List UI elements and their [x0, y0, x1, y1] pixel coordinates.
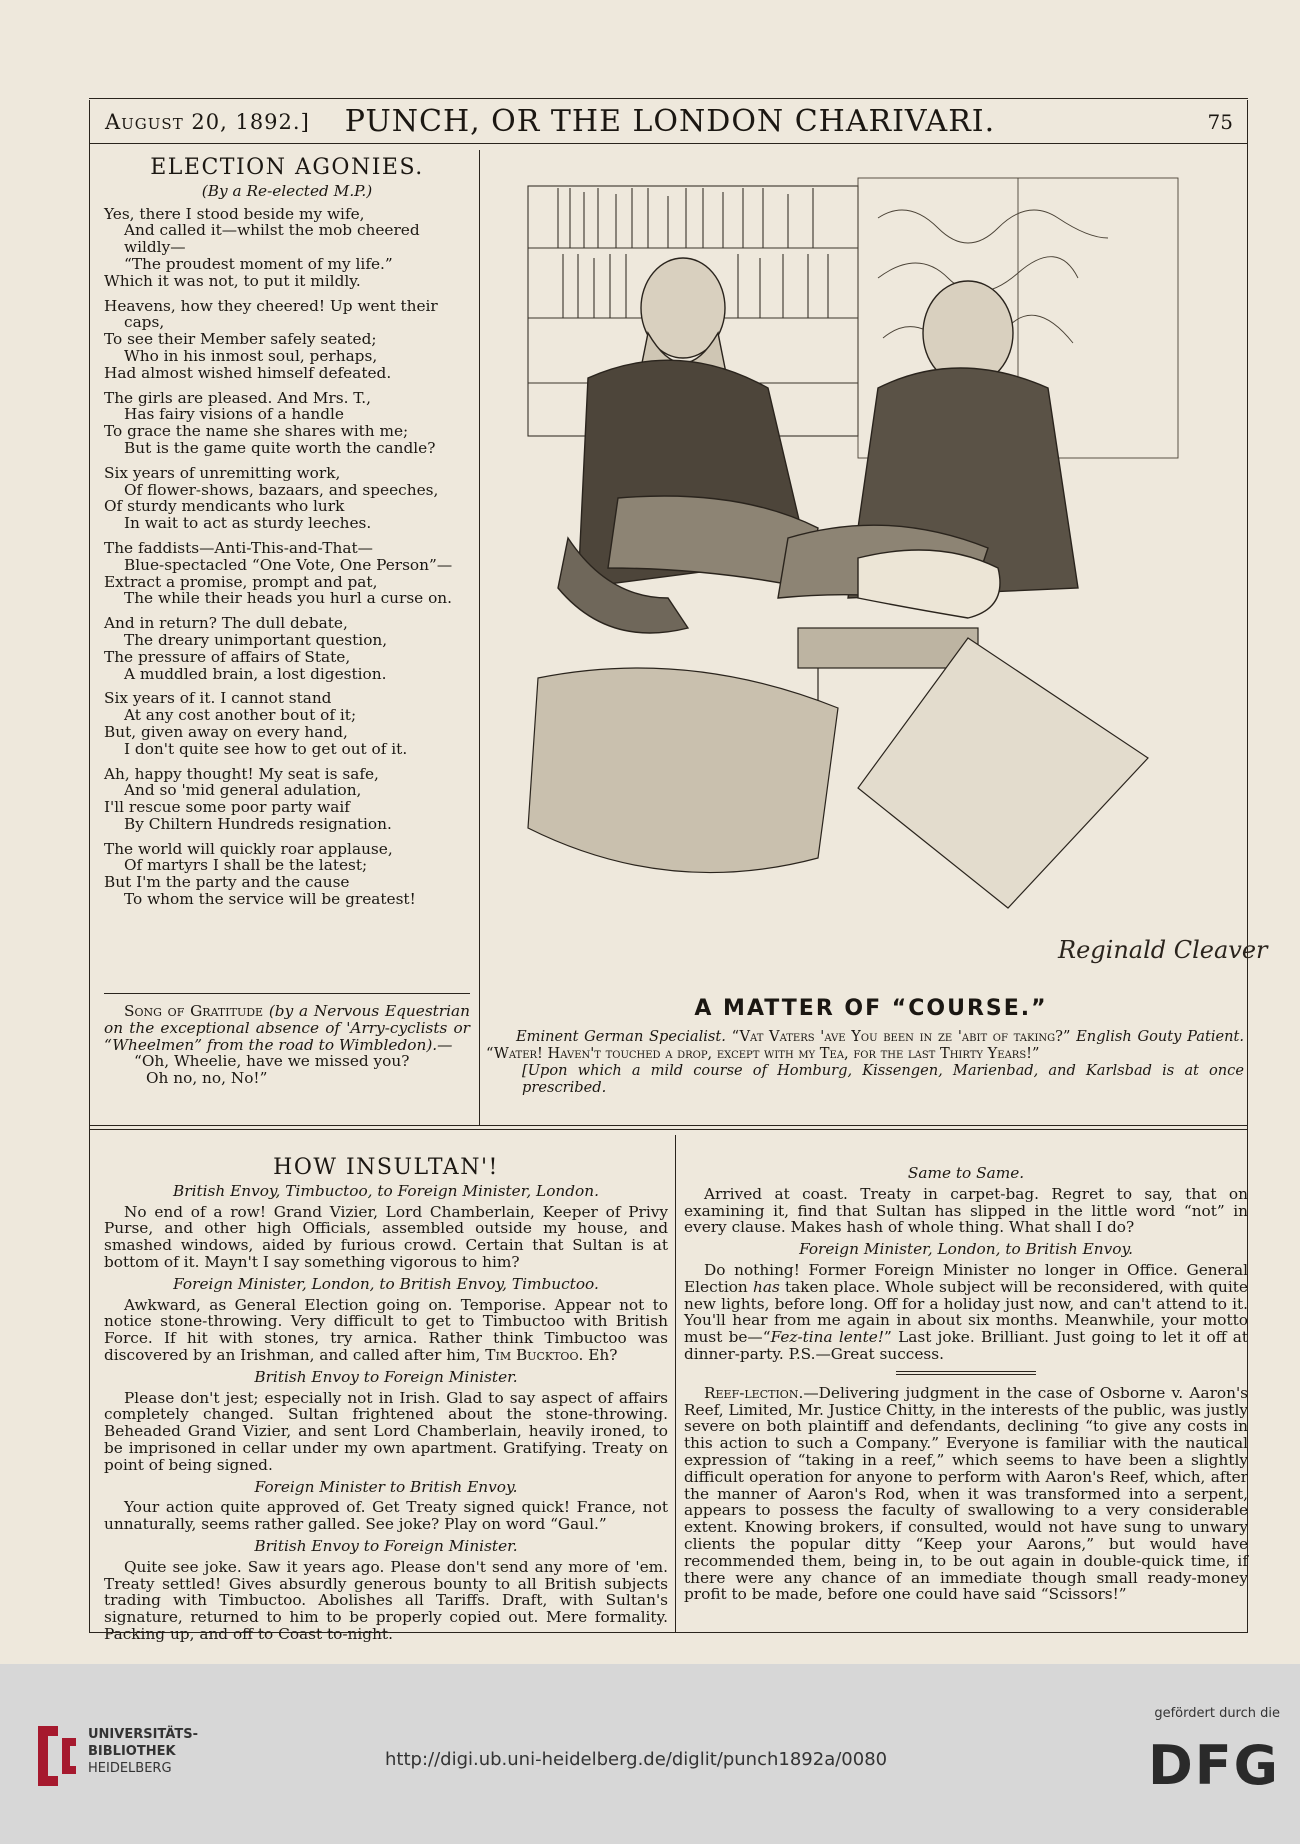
page-bottom-rule: [89, 1632, 1248, 1633]
caption-note: [Upon which a mild course of Homburg, Kissengen, Marienbad, and Karlsbad is at once prescribed.: [522, 1062, 1244, 1096]
song-intro-text: (by a Nervous Equestrian on the exceptional absence of 'Arry-cyclists or “Wheelmen” from the road to Wimbledon).—: [104, 1002, 470, 1054]
poem-line: Had almost wished himself defeated.: [104, 363, 392, 382]
poem-line: Heavens, how they cheered! Up went their: [104, 296, 438, 315]
election-agonies-poem: [104, 155, 470, 916]
poem-line: wildly—: [124, 238, 186, 257]
song-label: Song of Gratitude: [124, 1002, 264, 1020]
poem-line: And so 'mid general adulation,: [124, 781, 362, 800]
song-of-gratitude: [104, 1003, 470, 1087]
poem-line: The pressure of affairs of State,: [104, 647, 351, 666]
dispatch-heading-6: Same to Same.: [907, 1164, 1025, 1182]
poem-line: By Chiltern Hundreds resignation.: [124, 814, 392, 833]
dispatch-heading-7: Foreign Minister, London, to British Envoy.: [799, 1240, 1133, 1259]
poem-stanza: [104, 206, 470, 290]
section-rule: [89, 1125, 1248, 1126]
dispatch-heading-1: British Envoy, Timbuctoo, to Foreign Minister, London.: [173, 1181, 599, 1200]
dispatch-1: No end of a row! Grand Vizier, Lord Chamberlain, Keeper of Privy Purse, and other high Officials, assembled outside my house, and smashed windows, aided by furious crowd. Certain that Sultan is at bottom of it. Mayn't I say something vigorous to him?: [104, 1202, 668, 1271]
poem-line: And in return? The dull debate,: [104, 614, 348, 633]
caption-speaker-1: Eminent German Specialist.: [516, 1028, 726, 1045]
library-line-1: UNIVERSITÄTS-: [88, 1727, 198, 1742]
poem-line: To see their Member safely seated;: [104, 330, 377, 349]
dispatch-7c: ” Last joke. Brilliant. Just going to let it off at dinner-party. P.S.—Great success.: [684, 1328, 1249, 1363]
cartoon-title: A MATTER OF “COURSE.”: [694, 996, 1048, 1021]
dispatch-7-has: has: [752, 1277, 780, 1296]
caption-speaker-2: English Gouty Patient.: [1076, 1028, 1245, 1045]
library-line-3: HEIDELBERG: [88, 1761, 172, 1776]
funded-by-label: gefördert durch die: [1154, 1706, 1280, 1721]
poem-line: Of sturdy mendicants who lurk: [104, 497, 345, 516]
article-column-rule: [675, 1135, 676, 1632]
dispatch-heading-4: Foreign Minister to British Envoy.: [254, 1477, 518, 1496]
poem-stanza: [104, 465, 470, 532]
poem-line: Has fairy visions of a handle: [124, 405, 344, 424]
cartoon-illustration: [498, 158, 1268, 981]
poem-line: In wait to act as sturdy leeches.: [124, 514, 372, 533]
poem-line: “The proudest moment of my life.”: [124, 254, 393, 273]
dispatch-heading-3: British Envoy to Foreign Minister.: [254, 1367, 518, 1386]
poem-line: The world will quickly roar applause,: [104, 839, 393, 858]
poem-stanza: [104, 390, 470, 457]
poem-stanzas: [104, 206, 470, 908]
poem-line: caps,: [124, 313, 165, 332]
dispatch-heading-5: British Envoy to Foreign Minister.: [254, 1536, 518, 1555]
reef-text: —Delivering judgment in the case of Osborne v. Aaron's Reef, Limited, Mr. Justice Chitty, in the interests of the public, was justly severe on both plaintiff and defendants, declining “to give any costs in this action to such a Company.” Everyone is familiar with the nautical expression of “taking in a reef,” which seems to have been a slightly difficult operation for anyone to perform with Aaron's Reef, which, after the manner of Aaron's Rod, when it was transformed into a serpent, appears to possess the faculty of swallowing to a very considerable extent. Knowing brokers, if consulted, would not have sung to unwary clients the popular ditty “Keep your Aarons,” but would have recommended them, being in, to be out again in double-quick time, if there were any chance of an immediate though small ready-money profit to be made, before one could have said “Scissors!”: [684, 1383, 1248, 1604]
article-title: HOW INSULTAN'!: [273, 1155, 499, 1180]
song-line-2: Oh no, no, No!”: [146, 1069, 268, 1088]
dispatch-2-name: Tim Bucktoo.: [485, 1345, 584, 1364]
poem-line: Ah, happy thought! My seat is safe,: [104, 764, 379, 783]
poem-stanza: [104, 841, 470, 908]
header-top-rule: [89, 98, 1248, 99]
dispatch-7b: taken place. Whole subject will be reconsidered, with quite new lights, before long. Off for a holiday just now, and can't attend to it. You'll hear from me again in about six months. Meanwhile, your motto must be—“: [684, 1277, 1248, 1347]
cartoon-caption: [486, 1028, 1244, 1096]
song-separator: [104, 993, 470, 994]
poem-line: Blue-spectacled “One Vote, One Person”—: [124, 555, 453, 574]
poem-line: To grace the name she shares with me;: [104, 422, 409, 441]
reef-lead: Reef-lection.: [704, 1383, 804, 1402]
poem-line: The girls are pleased. And Mrs. T.,: [104, 388, 371, 407]
permalink-url[interactable]: http://digi.ub.uni-heidelberg.de/diglit/punch1892a/0080: [385, 1749, 888, 1770]
dispatch-7: [684, 1262, 1248, 1363]
poem-column-rule: [479, 150, 480, 1125]
poem-line: I don't quite see how to get out of it.: [124, 739, 408, 758]
poem-stanza: [104, 298, 470, 382]
dispatch-6: Arrived at coast. Treaty in carpet-bag. Regret to say, that on examining it, find that Sultan has slipped in the little word “not” in every clause. Makes hash of whole thing. What shall I do?: [684, 1184, 1248, 1237]
caption-speech-1: “Vat Vaters 'ave You been in ze 'abit of taking?”: [731, 1028, 1071, 1045]
poem-stanza: [104, 766, 470, 833]
dispatch-5: Quite see joke. Saw it years ago. Please don't send any more of 'em. Treaty settled! Gives absurdly generous bounty to all British subjects trading with Timbuctoo. Abolishes all Tariffs. Draft, with Sultan's signature, returned to him to be properly copied out. Mere formality. Packing up, and off to Coast to-night.: [104, 1557, 668, 1643]
poem-line: Which it was not, to put it mildly.: [104, 271, 361, 290]
poem-title: ELECTION AGONIES.: [150, 155, 424, 180]
page-number: 75: [1207, 110, 1233, 134]
poem-line: The faddists—Anti-This-and-That—: [104, 538, 373, 557]
caption-speech-2: “Water! Haven't touched a drop, except with my Tea, for the last Thirty Years!”: [486, 1045, 1040, 1062]
poem-line: Six years of it. I cannot stand: [104, 689, 332, 708]
caption-dialogue: [486, 1028, 1244, 1062]
library-line-2: BIBLIOTHEK: [88, 1744, 176, 1759]
issue-date: August 20, 1892.]: [105, 110, 310, 134]
poem-line: At any cost another bout of it;: [124, 706, 357, 725]
poem-line: Extract a promise, prompt and pat,: [104, 572, 378, 591]
digitization-footer: [0, 1664, 1300, 1844]
poem-stanza: [104, 615, 470, 682]
reef-separator: [896, 1371, 1036, 1375]
library-name: [88, 1726, 198, 1777]
poem-line: Of martyrs I shall be the latest;: [124, 856, 368, 875]
dfg-logo: DFG: [1147, 1734, 1280, 1797]
poem-line: The dreary unimportant question,: [124, 630, 388, 649]
how-insultan-article: [104, 1155, 668, 1643]
poem-line: But is the game quite worth the candle?: [124, 438, 436, 457]
dispatch-7-motto: Fez-tina lente!: [770, 1328, 885, 1347]
poem-line: I'll rescue some poor party waif: [104, 798, 350, 817]
poem-line: Six years of unremitting work,: [104, 463, 341, 482]
poem-line: A muddled brain, a lost digestion.: [124, 664, 387, 683]
poem-line: But, given away on every hand,: [104, 722, 348, 741]
poem-line: And called it—whilst the mob cheered: [124, 221, 420, 240]
cartoon-signature: Reginald Cleaver: [1058, 936, 1268, 964]
dispatch-heading-2: Foreign Minister, London, to British Envoy, Timbuctoo.: [173, 1274, 599, 1293]
poem-line: Yes, there I stood beside my wife,: [104, 204, 365, 223]
poem-line: To whom the service will be greatest!: [124, 890, 416, 909]
dispatch-4: Your action quite approved of. Get Treaty signed quick! France, not unnaturally, seems rather galled. See joke? Play on word “Gaul.”: [104, 1498, 668, 1534]
section-rule-double: [89, 1129, 1248, 1130]
song-line-1: “Oh, Wheelie, have we missed you?: [134, 1052, 410, 1071]
dispatch-2-text: Awkward, as General Election going on. Temporise. Appear not to notice stone-throwing. Very difficult to get to Timbuctoo with British Force. If hit with stones, try arnica. Rather think Timbuctoo was discovered by an Irishman, and called after him,: [104, 1295, 668, 1364]
dispatch-2-end: Eh?: [588, 1345, 618, 1364]
poem-line: The while their heads you hurl a curse on.: [124, 589, 453, 608]
dispatch-7a: Do nothing! Former Foreign Minister no longer in Office. General Election: [684, 1260, 1248, 1296]
poem-line: Of flower-shows, bazaars, and speeches,: [124, 480, 439, 499]
dispatch-3: Please don't jest; especially not in Irish. Glad to say aspect of affairs completely changed. Sultan frightened about the stone-throwing. Beheaded Grand Vizier, and sent Lord Chamberlain, heavily ironed, to be imprisoned in cellar under my own apartment. Gratifying. Treaty on point of being signed.: [104, 1388, 668, 1474]
poem-line: Who in his inmost soul, perhaps,: [124, 346, 378, 365]
poem-byline: (By a Re-elected M.P.): [201, 181, 373, 200]
poem-stanza: [104, 690, 470, 757]
publication-title: PUNCH, OR THE LONDON CHARIVARI.: [344, 104, 996, 139]
poem-line: But I'm the party and the cause: [104, 873, 350, 892]
reef-lection-paragraph: [684, 1385, 1248, 1603]
song-intro: [104, 1003, 470, 1053]
poem-stanza: [104, 540, 470, 607]
dispatch-2: [104, 1297, 668, 1364]
article-continuation: [684, 1160, 1248, 1603]
